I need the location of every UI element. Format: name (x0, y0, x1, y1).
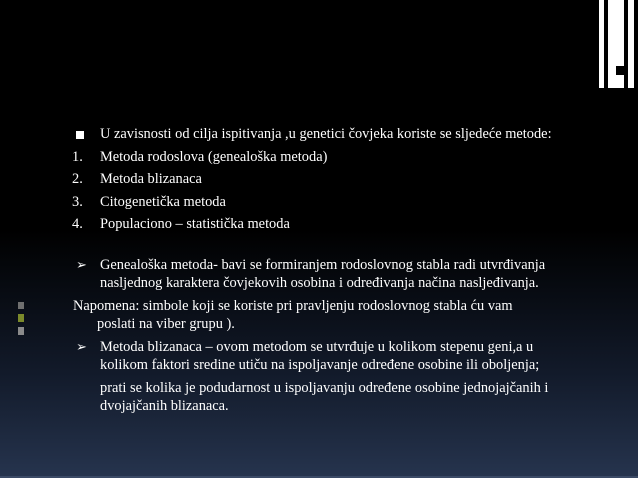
item-number: 2. (72, 171, 83, 187)
slide-content (72, 125, 616, 416)
decorative-notch (616, 66, 626, 75)
list-item (72, 148, 616, 167)
item-number: 4. (72, 216, 83, 232)
arrow-bullet-icon: ➢ (76, 256, 87, 272)
genealoska-line: nasljednog karaktera čovjekovih osobina i određivanja načina nasljeđivanja. (100, 275, 539, 291)
intro-text: U zavisnosti od cilja ispitivanja ,u genetici čovjeka koriste se sljedeće metode: (100, 126, 552, 142)
item-text: Citogenetička metoda (100, 193, 226, 210)
napomena-line: poslati na viber grupu ). (97, 316, 235, 332)
intro-bullet (76, 125, 616, 144)
list-item (72, 170, 616, 189)
item-text: Populaciono – statistička metoda (100, 216, 290, 232)
blizanaca-line: dvojajčanih blizanaca. (100, 398, 229, 414)
blizanaca-line: prati se kolika je podudarnost u ispoljavanju određene osobine jednojajčanih i (100, 379, 549, 396)
blizanaca-bullet (76, 338, 616, 416)
napomena-paragraph (73, 297, 616, 334)
square-bullet-icon (76, 131, 84, 139)
item-text: Metoda rodoslova (genealoška metoda) (100, 148, 328, 165)
genealoska-bullet (76, 256, 616, 293)
item-number: 1. (72, 148, 83, 165)
napomena-line: Napomena: simbole koji se koriste pri pravljenju rodoslovnog stabla ću vam (73, 297, 513, 314)
decorative-bar (628, 0, 634, 88)
decorative-bar (599, 0, 604, 88)
blizanaca-line: Metoda blizanaca – ovom metodom se utvrđuje u kolikom stepenu geni,a u (100, 338, 534, 355)
list-item (72, 215, 616, 234)
decorative-marker (18, 302, 24, 309)
item-text: Metoda blizanaca (100, 171, 202, 187)
arrow-bullet-icon: ➢ (76, 338, 87, 354)
decorative-marker (18, 327, 24, 335)
decorative-marker (18, 314, 24, 322)
genealoska-line: Genealoška metoda- bavi se formiranjem rodoslovnog stabla radi utvrđivanja (100, 256, 546, 273)
list-item (72, 193, 616, 212)
blizanaca-line: kolikom faktori sredine utiču na ispoljavanje određene osobine ili oboljenja; (100, 357, 540, 373)
item-number: 3. (72, 193, 83, 210)
